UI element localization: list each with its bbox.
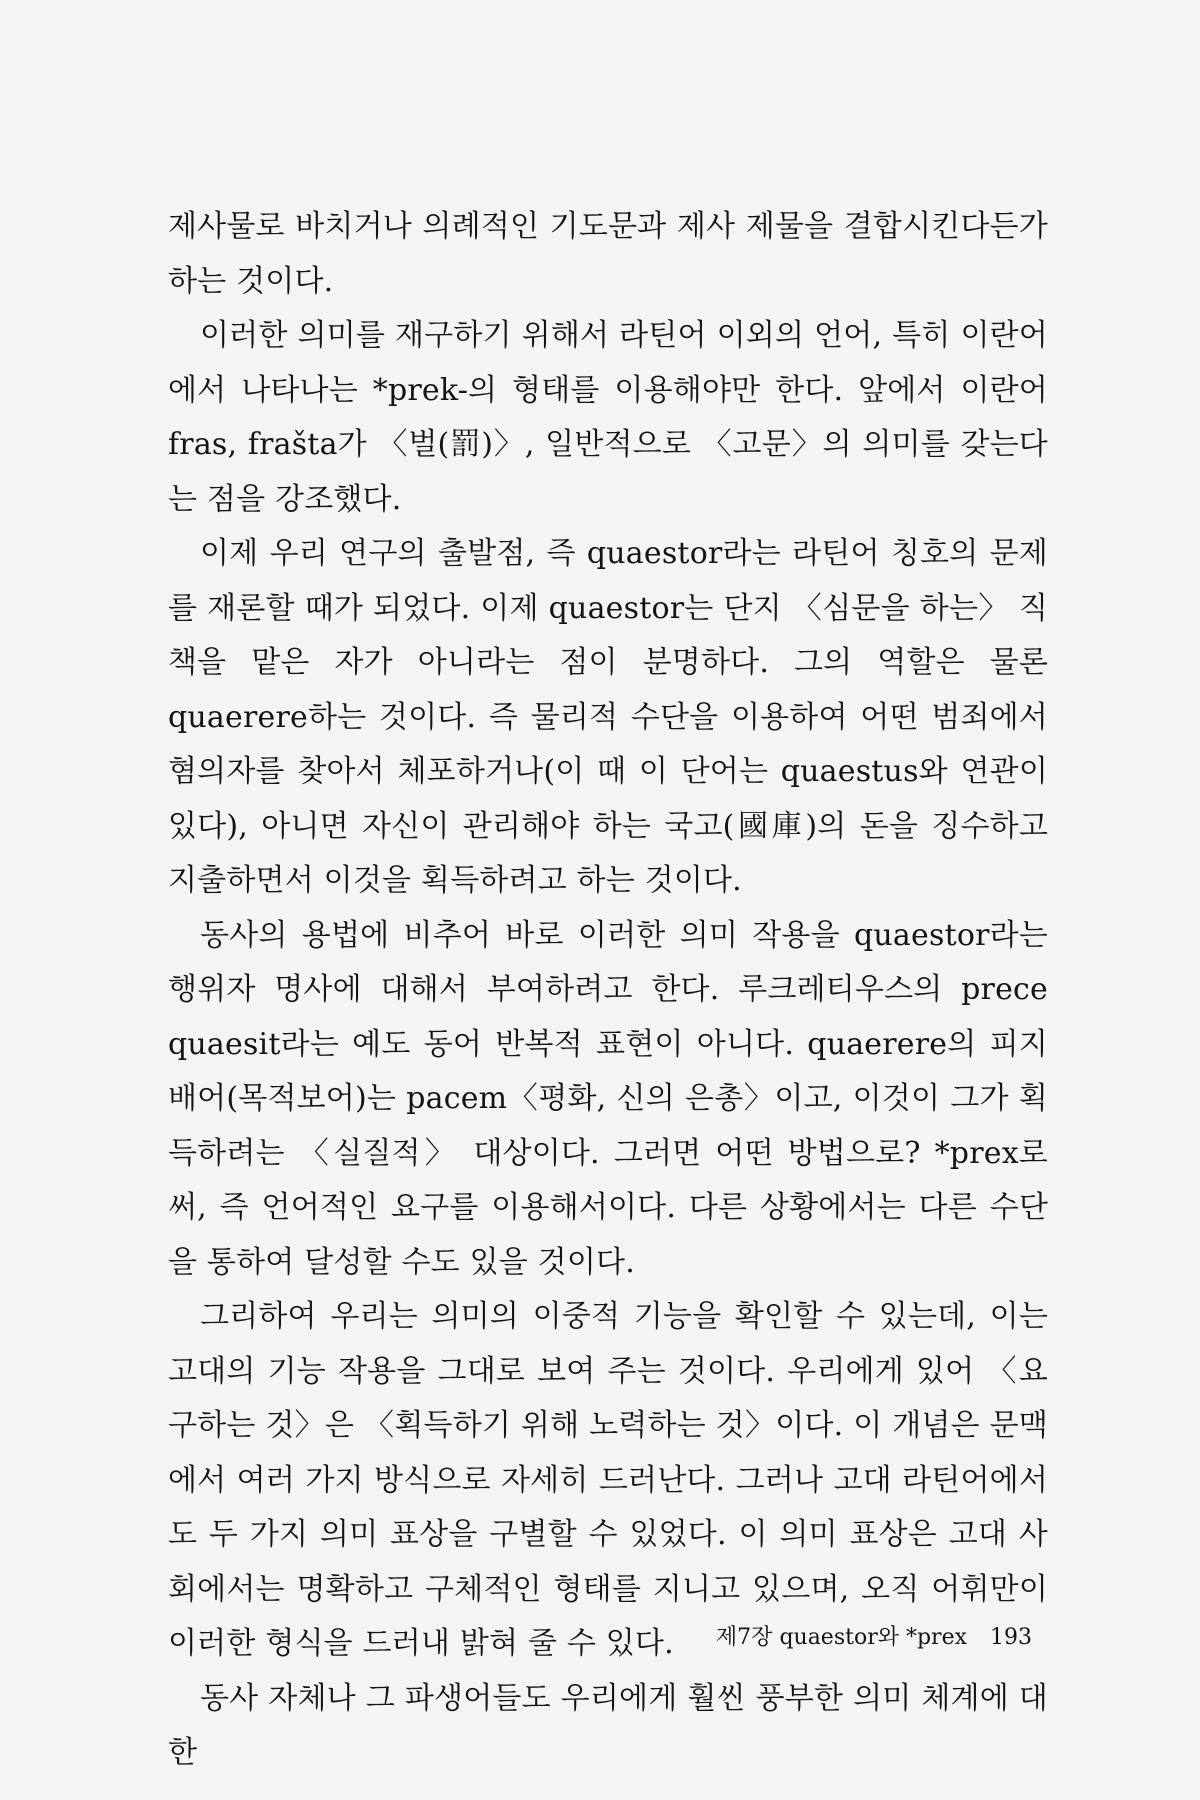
- paragraph: 이제 우리 연구의 출발점, 즉 quaestor라는 라틴어 칭호의 문제를 재론할 때가 되었다. 이제 quaestor는 단지 〈심문을 하는〉 직책을 맡은 자가 아니라는 점이 분명하다. 그의 역할은 물론 quaerere하는 것이다. 즉 물리적 수단을 이용하여 어떤 범죄에서 혐의자를 찾아서 체포하거나(이 때 이 단어는 quaestus와 연관이 있다), 아니면 자신이 관리해야 하는 국고(國庫)의 돈을 징수하고 지출하면서 이것을 획득하려고 하는 것이다.: [168, 536, 1048, 898]
- paragraph: 이러한 의미를 재구하기 위해서 라틴어 이외의 언어, 특히 이란어에서 나타나는 *prek-의 형태를 이용해야만 한다. 앞에서 이란어 fras, frašta가 〈벌(罰)〉, 일반적으로 〈고문〉의 의미를 갖는다는 점을 강조했다.: [168, 318, 1048, 517]
- chapter-title: quaestor와 *prex: [779, 1625, 967, 1650]
- paragraph: 그리하여 우리는 의미의 이중적 기능을 확인할 수 있는데, 이는 고대의 기능 작용을 그대로 보여 주는 것이다. 우리에게 있어 〈요구하는 것〉은 〈획득하기 위해 노력하는 것〉이다. 이 개념은 문맥에서 여러 가지 방식으로 자세히 드러난다. 그러나 고대 라틴어에서도 두 가지 의미 표상을 구별할 수 있었다. 이 의미 표상은 고대 사회에서는 명확하고 구체적인 형태를 지니고 있으며, 오직 어휘만이 이러한 형식을 드러내 밝혀 줄 수 있다.: [168, 1299, 1048, 1661]
- running-footer: [716, 1620, 1032, 1651]
- paragraph: 동사의 용법에 비추어 바로 이러한 의미 작용을 quaestor라는 행위자 명사에 대해서 부여하려고 한다. 루크레티우스의 prece quaesit라는 예도 동어 반복적 표현이 아니다. quaerere의 피지배어(목적보어)는 pacem〈평화, 신의 은총〉이고, 이것이 그가 획득하려는 〈실질적〉 대상이다. 그러면 어떤 방법으로? *prex로써, 즉 언어적인 요구를 이용해서이다. 다른 상황에서는 다른 수단을 통하여 달성할 수도 있을 것이다.: [168, 917, 1048, 1280]
- paragraph: 제사물로 바치거나 의례적인 기도문과 제사 제물을 결합시킨다든가 하는 것이다.: [168, 209, 1048, 299]
- paragraph: 동사 자체나 그 파생어들도 우리에게 훨씬 풍부한 의미 체계에 대한: [168, 1680, 1048, 1770]
- body-text: [168, 200, 1048, 1781]
- page-number: 193: [990, 1625, 1032, 1650]
- chapter-label: 제7장: [715, 1625, 773, 1650]
